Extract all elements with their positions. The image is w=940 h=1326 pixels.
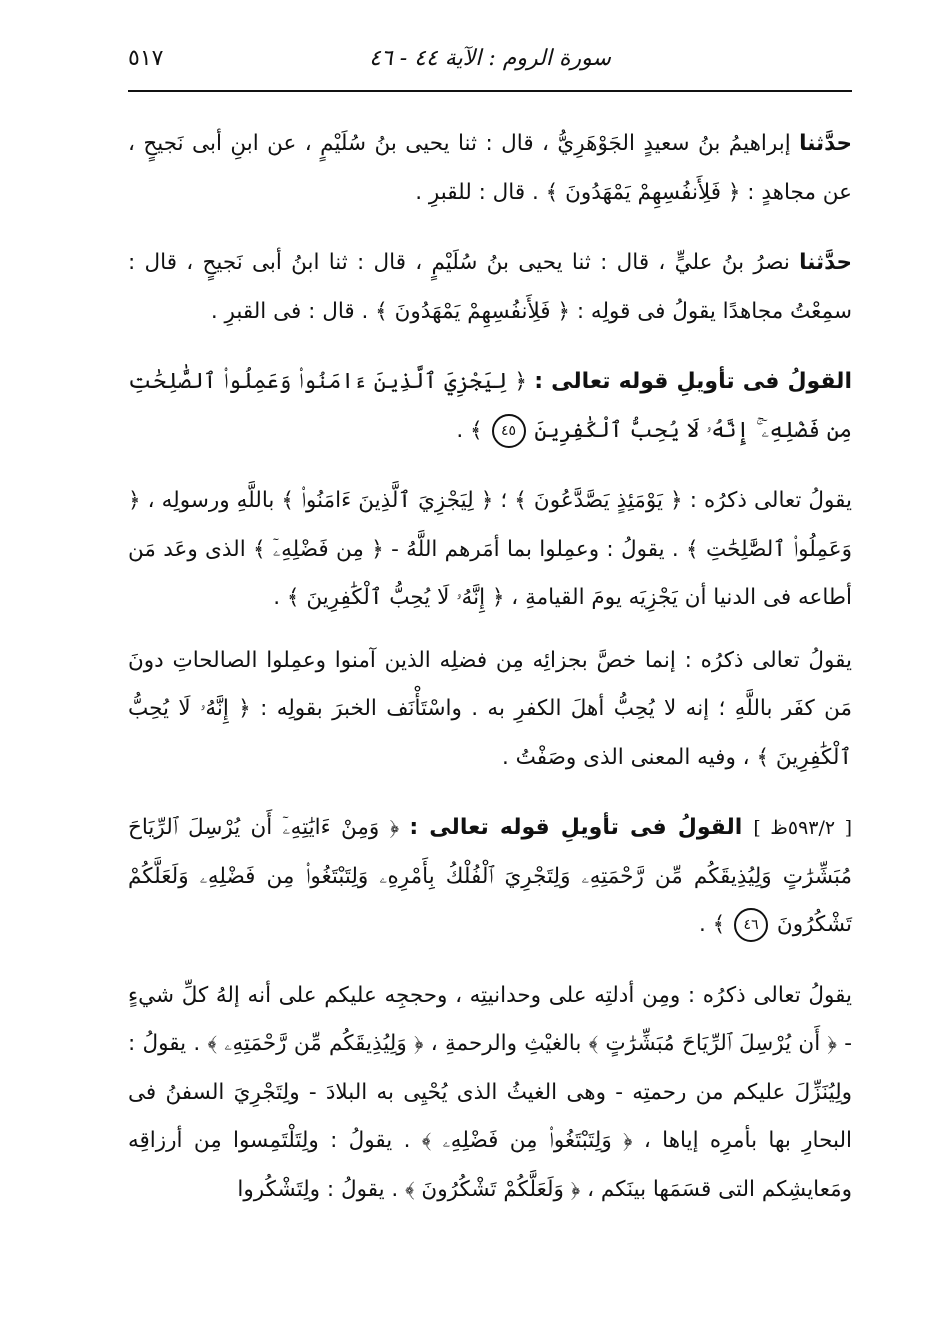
narration-lead: حدَّثنا bbox=[799, 131, 852, 156]
page-header bbox=[128, 40, 852, 80]
quran-verse: ﴿ وَمِنْ ءَايَٰتِهِۦٓ أَن يُرْسِلَ ٱلرِّيَاحَ مُبَشِّرَٰتٍ وَلِيُذِيقَكُم مِّن رَّحْمَتِهِۦ وَلِتَجْرِيَ ٱلْفُلْكُ بِأَمْرِهِۦ وَلِتَبْتَغُوا۟ مِن فَضْلِهِۦ وَلَعَلَّكُمْ تَشْكُرُونَ bbox=[128, 815, 852, 937]
verse-heading-46 bbox=[128, 804, 852, 950]
ayah-number-marker: ٤٥ bbox=[492, 414, 526, 448]
page-body bbox=[128, 120, 852, 1228]
running-title: سورة الروم : الآية ٤٤ - ٤٦ bbox=[369, 46, 611, 71]
verse-close: ﴾ . bbox=[698, 912, 726, 937]
manuscript-reference: [ ٥٩٣/٢ظ ] bbox=[753, 817, 852, 839]
hadith-paragraph-2 bbox=[128, 239, 852, 336]
narration-lead: حدَّثنا bbox=[799, 250, 852, 275]
ayah-number-marker: ٤٦ bbox=[734, 908, 768, 942]
section-heading: القولُ فى تأويلِ قوله تعالى : bbox=[534, 369, 852, 394]
verse-heading-45 bbox=[128, 358, 852, 455]
section-heading: القولُ فى تأويلِ قوله تعالى : bbox=[409, 815, 754, 840]
commentary-paragraph: يقولُ تعالى ذكرُه : إنما خصَّ بجزائِه مِن فضلِه الذين آمنوا وعمِلوا الصالحاتِ دونَ مَن كفَر باللَّهِ ؛ إنه لا يُحِبُّ أهلَ الكفرِ به . واسْتَأْنَف الخبرَ بقولِه : ﴿ إِنَّهُۥ لَا يُحِبُّ ٱلْكَٰفِرِينَ ﴾ ، وفيه المعنى الذى وصَفْتُ . bbox=[128, 647, 852, 770]
hadith-paragraph-1 bbox=[128, 120, 852, 217]
quran-verse: ﴿ لِيَجْزِيَ ٱلَّذِينَ ءَامَنُوا۟ وَعَمِلُوا۟ ٱلصَّٰلِحَٰتِ مِن فَضْلِهِۦٓ ۚ إِنَّهُۥ لَا يُحِبُّ ٱلْكَٰفِرِينَ bbox=[128, 369, 852, 443]
page-number: ٥١٧ bbox=[128, 46, 164, 71]
narration-text: إبراهيمُ بنُ سعيدٍ الجَوْهَرِيُّ ، قال : ثنا يحيى بنُ سُلَيْمٍ ، عن ابنِ أبى نَجيحٍ ، عن مجاهدٍ : ﴿ فَلِأَنفُسِهِمْ يَمْهَدُونَ ﴾ . قال : للقبرِ . bbox=[128, 131, 852, 205]
commentary-paragraph: يقولُ تعالى ذكرُه : ﴿ يَوْمَئِذٍ يَصَّدَّعُونَ ﴾ ؛ ﴿ لِيَجْزِيَ ٱلَّذِينَ ءَامَنُوا۟ ﴾ باللَّهِ ورسولِه ، ﴿ وَعَمِلُوا۟ ٱلصَّٰلِحَٰتِ ﴾ . يقولُ : وعمِلوا بما أمَرهم اللَّهُ - ﴿ مِن فَضْلِهِۦٓ ﴾ الذى وعَد مَن أطاعه فى الدنيا أن يَجْزِيَه يومَ القيامةِ ، ﴿ إِنَّهُۥ لَا يُحِبُّ ٱلْكَٰفِرِينَ ﴾ . bbox=[128, 488, 852, 610]
commentary-paragraph: يقولُ تعالى ذكرُه : ومِن أدلتِه على وحدانيتِه ، وحججِه عليكم على أنه إلهُ كلِّ شيءٍ - ﴿ أَن يُرْسِلَ ٱلرِّيَاحَ مُبَشِّرَٰتٍ ﴾ بالغيْثِ والرحمةِ ، ﴿ وَلِيُذِيقَكُم مِّن رَّحْمَتِهِۦ ﴾ . يقولُ : ولِيُنَزِّلَ عليكم من رحمتِه - وهى الغيثُ الذى يُحْيِى به البلادَ - ولِتَجْرِيَ السفنُ فى البحارِ بها بأمرِه إياها ، ﴿ وَلِتَبْتَغُوا۟ مِن فَضْلِهِۦ ﴾ . يقولُ : ولِتَلْتَمِسوا مِن أرزاقِه ومَعايشِكم التى قسَمَها بينَكم ، ﴿ وَلَعَلَّكُمْ تَشْكُرُونَ ﴾ . يقولُ : ولِتَشْكُروا bbox=[128, 982, 852, 1202]
verse-close: ﴾ . bbox=[456, 417, 483, 443]
narration-text: نصرُ بنُ عليٍّ ، قال : ثنا يحيى بنُ سُلَيْمٍ ، قال : ثنا ابنُ أبى نَجيحٍ ، قال : سمِعْتُ مجاهدًا يقولُ فى قولِه : ﴿ فَلِأَنفُسِهِمْ يَمْهَدُونَ ﴾ . قال : فى القبرِ . bbox=[128, 250, 852, 324]
header-rule bbox=[128, 90, 852, 92]
